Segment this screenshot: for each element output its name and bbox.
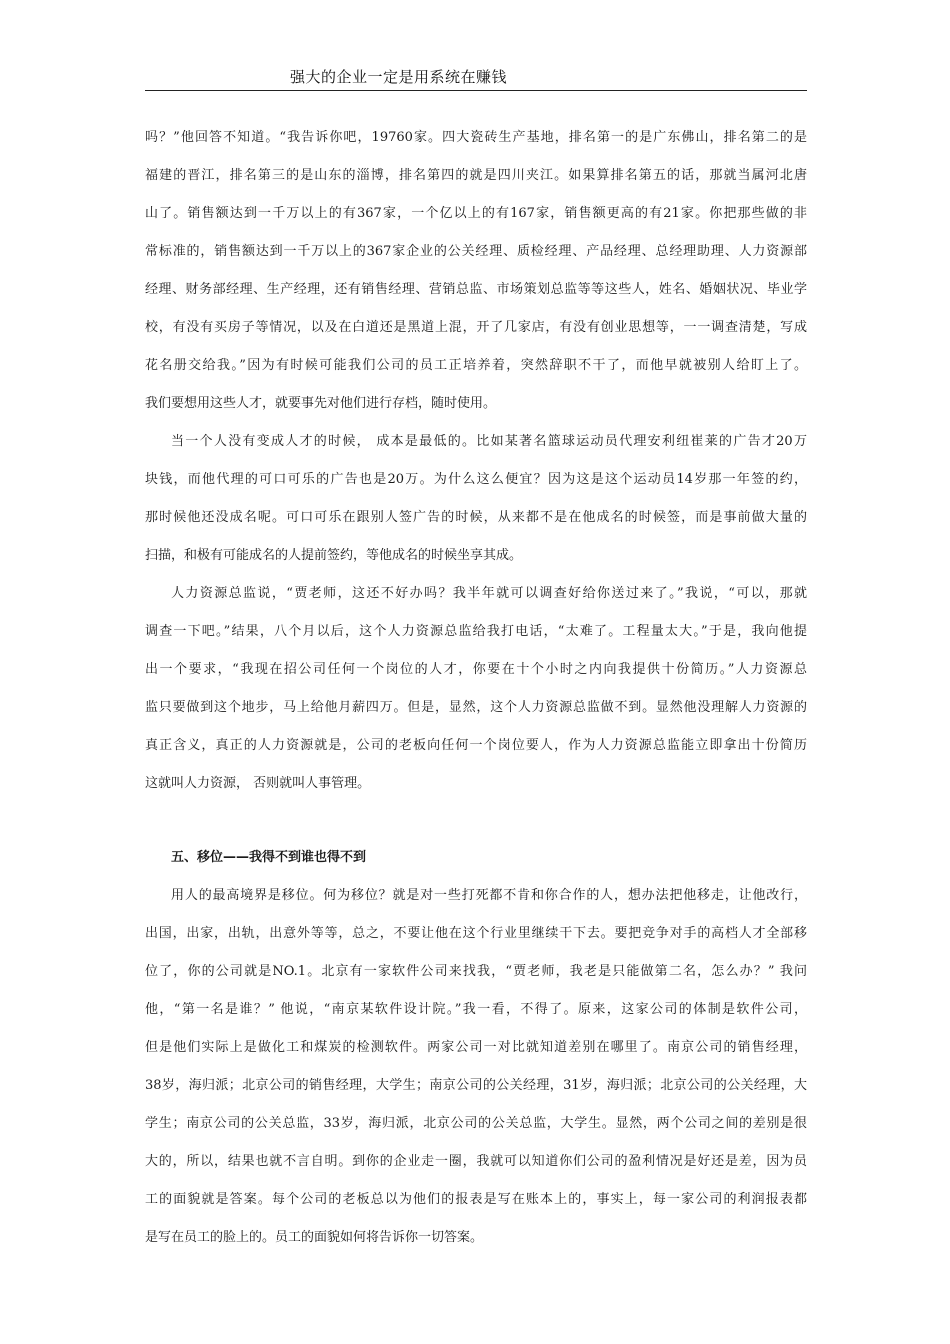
text-line: 常标准的，销售额达到一千万以上的367家企业的公关经理、质检经理、产品经理、总经理助理、人力资源部: [145, 244, 807, 259]
section-5: [145, 839, 807, 1257]
text-line: 校，有没有买房子等情况，以及在白道还是黑道上混，开了几家店，有没有创业思想等，一一调查清楚，写成: [145, 320, 807, 335]
text-line: 用人的最高境界是移位。何为移位？就是对一些打死都不肯和你合作的人，想办法把他移走，让他改行，: [171, 888, 807, 903]
section-heading: 五、移位——我得不到谁也得不到: [171, 850, 367, 865]
text-line: 福建的晋江，排名第三的是山东的淄博，排名第四的就是四川夹江。如果算排名第五的话，那就当属河北唐: [145, 168, 807, 183]
text-line: 出国，出家，出轨，出意外等等，总之，不要让他在这个行业里继续干下去。要把竞争对手的高档人才全部移: [145, 926, 807, 941]
text-line: 大的，所以，结果也就不言自明。到你的企业走一圈，我就可以知道你们公司的盈利情况是好还是差，因为员: [145, 1154, 807, 1169]
paragraph-3: [145, 575, 807, 803]
text-line: 人力资源总监说，“贾老师，这还不好办吗？我半年就可以调查好给你送过来了。”我说，“可以，那就: [171, 586, 807, 601]
text-line: 位了，你的公司就是NO.1。北京有一家软件公司来找我，“贾老师，我老是只能做第二名，怎么办？” 我问: [145, 964, 807, 979]
text-line: 块钱，而他代理的可口可乐的广告也是20万。为什么这么便宜？因为这是这个运动员14岁那一年签的约，: [145, 472, 807, 487]
paragraph-1: [145, 119, 807, 423]
text-line: 当一个人没有变成人才的时候， 成本是最低的。比如某著名篮球运动员代理安利纽崔莱的广告才20万: [171, 434, 807, 449]
text-line: 出一个要求，“我现在招公司任何一个岗位的人才，你要在十个小时之内向我提供十份简历。”人力资源总: [145, 662, 807, 677]
text-line: 扫描，和极有可能成名的人提前签约，等他成名的时候坐享其成。: [145, 548, 523, 563]
text-line: 山了。销售额达到一千万以上的有367家，一个亿以上的有167家，销售额更高的有21家。你把那些做的非: [145, 206, 807, 221]
text-line: 经理、财务部经理、生产经理，还有销售经理、营销总监、市场策划总监等等这些人，姓名、婚姻状况、毕业学: [145, 282, 807, 297]
document-body: [145, 119, 807, 1257]
text-line: 真正含义，真正的人力资源就是，公司的老板向任何一个岗位要人，作为人力资源总监能立即拿出十份简历: [145, 738, 807, 753]
text-line: 是写在员工的脸上的。员工的面貌如何将告诉你一切答案。: [145, 1230, 484, 1245]
text-line: 38岁，海归派；北京公司的销售经理，大学生；南京公司的公关经理，31岁，海归派；北京公司的公关经理，大: [145, 1078, 807, 1093]
paragraph-2: [145, 423, 807, 575]
text-line: 那时候他还没成名呢。可口可乐在跟别人签广告的时候，从来都不是在他成名的时候签，而是事前做大量的: [145, 510, 807, 525]
text-line: 学生；南京公司的公关总监，33岁，海归派，北京公司的公关总监，大学生。显然，两个公司之间的差别是很: [145, 1116, 807, 1131]
text-line: 他，“第一名是谁？” 他说，“南京某软件设计院。”我一看，不得了。原来，这家公司的体制是软件公司，: [145, 1002, 807, 1017]
page-header-title: 强大的企业一定是用系统在赚钱: [290, 68, 508, 86]
text-line: 但是他们实际上是做化工和煤炭的检测软件。两家公司一对比就知道差别在哪里了。南京公司的销售经理，: [145, 1040, 807, 1055]
text-line: 我们要想用这些人才，就要事先对他们进行存档，随时使用。: [145, 396, 497, 411]
section-spacer: [145, 803, 807, 839]
text-line: 工的面貌就是答案。每个公司的老板总以为他们的报表是写在账本上的，事实上，每一家公司的利润报表都: [145, 1192, 807, 1207]
text-line: 这就叫人力资源， 否则就叫人事管理。: [145, 776, 371, 791]
text-line: 调查一下吧。”结果，八个月以后，这个人力资源总监给我打电话，“太难了。工程量太大。”于是，我向他提: [145, 624, 807, 639]
text-line: 花名册交给我。”因为有时候可能我们公司的员工正培养着，突然辞职不干了，而他早就被别人给盯上了。: [145, 358, 807, 373]
text-line: 吗？”他回答不知道。“我告诉你吧，19760家。四大瓷砖生产基地，排名第一的是广东佛山，排名第二的是: [145, 130, 807, 145]
text-line: 监只要做到这个地步，马上给他月薪四万。但是，显然，这个人力资源总监做不到。显然他没理解人力资源的: [145, 700, 807, 715]
header-divider: [145, 90, 807, 91]
